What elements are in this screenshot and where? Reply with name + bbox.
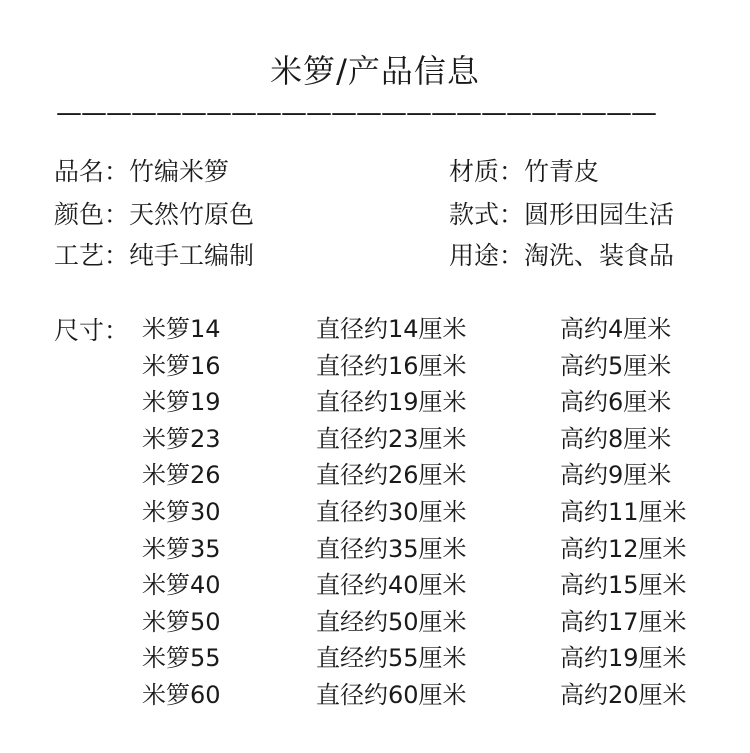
product-name: 品名：竹编米箩 bbox=[54, 157, 230, 186]
product-material: 材质：竹青皮 bbox=[449, 157, 600, 186]
size-height: 高约12厘米 bbox=[560, 534, 687, 563]
size-diameter: 直径约16厘米 bbox=[316, 351, 467, 380]
size-name: 米箩30 bbox=[142, 497, 221, 526]
size-name: 米箩26 bbox=[142, 461, 221, 490]
size-label: 尺寸： bbox=[54, 316, 130, 345]
size-name: 米箩16 bbox=[142, 351, 221, 380]
product-style: 款式：圆形田园生活 bbox=[449, 200, 675, 229]
size-row bbox=[142, 638, 722, 675]
size-height: 高约9厘米 bbox=[560, 461, 672, 490]
size-row bbox=[142, 492, 722, 529]
size-row bbox=[142, 346, 722, 383]
size-name: 米箩55 bbox=[142, 644, 221, 673]
size-row bbox=[142, 529, 722, 566]
size-diameter: 直径约40厘米 bbox=[316, 571, 467, 600]
size-diameter: 直径约60厘米 bbox=[316, 680, 467, 709]
size-row bbox=[142, 565, 722, 602]
size-diameter: 直径约14厘米 bbox=[316, 315, 467, 343]
size-name: 米箩23 bbox=[142, 424, 221, 453]
size-table bbox=[142, 309, 722, 712]
size-diameter: 直经约50厘米 bbox=[316, 607, 467, 636]
size-diameter: 直经约55厘米 bbox=[316, 644, 467, 673]
size-row bbox=[142, 382, 722, 419]
size-height: 高约4厘米 bbox=[560, 315, 672, 343]
size-diameter: 直径约26厘米 bbox=[316, 461, 467, 490]
product-craft: 工艺：纯手工编制 bbox=[54, 241, 255, 270]
size-diameter: 直径约19厘米 bbox=[316, 388, 467, 417]
size-height: 高约11厘米 bbox=[560, 497, 687, 526]
size-name: 米箩40 bbox=[142, 571, 221, 600]
product-usage: 用途：淘洗、装食品 bbox=[449, 241, 675, 270]
size-height: 高约5厘米 bbox=[560, 351, 672, 380]
size-height: 高约19厘米 bbox=[560, 644, 687, 673]
size-height: 高约6厘米 bbox=[560, 388, 672, 417]
size-height: 高约8厘米 bbox=[560, 424, 672, 453]
size-height: 高约15厘米 bbox=[560, 571, 687, 600]
size-row bbox=[142, 309, 722, 346]
size-diameter: 直径约30厘米 bbox=[316, 497, 467, 526]
size-row bbox=[142, 602, 722, 639]
page-title: 米箩/产品信息 bbox=[270, 52, 480, 90]
size-name: 米箩14 bbox=[142, 315, 221, 343]
size-name: 米箩35 bbox=[142, 534, 221, 563]
size-height: 高约17厘米 bbox=[560, 607, 687, 636]
divider-line: ———————————————————————— bbox=[56, 98, 656, 128]
size-name: 米箩60 bbox=[142, 680, 221, 709]
size-row bbox=[142, 419, 722, 456]
product-color: 颜色：天然竹原色 bbox=[54, 200, 255, 229]
size-name: 米箩19 bbox=[142, 388, 221, 417]
size-row bbox=[142, 675, 722, 712]
size-name: 米箩50 bbox=[142, 607, 221, 636]
size-height: 高约20厘米 bbox=[560, 680, 687, 709]
size-diameter: 直径约23厘米 bbox=[316, 424, 467, 453]
size-diameter: 直径约35厘米 bbox=[316, 534, 467, 563]
size-row bbox=[142, 455, 722, 492]
